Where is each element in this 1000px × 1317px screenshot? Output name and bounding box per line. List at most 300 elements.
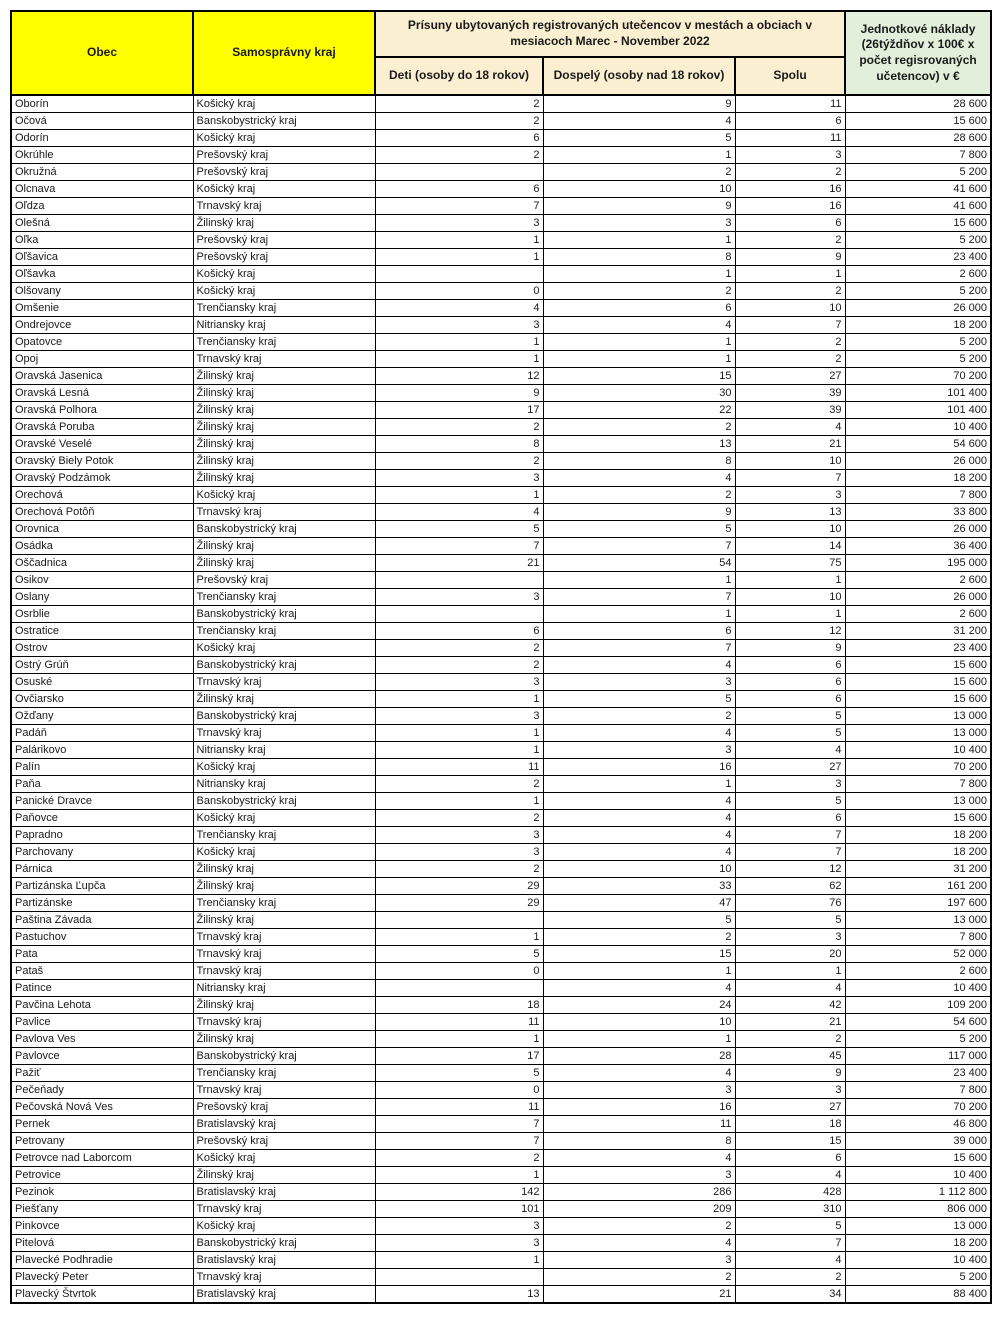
cell-obec: Patince [11,980,193,997]
cell-deti: 0 [375,963,543,980]
table-row [11,436,991,453]
cell-deti: 3 [375,827,543,844]
cell-deti [375,572,543,589]
cell-spolu: 10 [735,453,845,470]
cell-spolu: 39 [735,402,845,419]
cell-dospely: 1 [543,266,735,283]
cell-kraj: Košický kraj [193,487,375,504]
cell-kraj: Košický kraj [193,283,375,300]
column-header-deti: Deti (osoby do 18 rokov) [375,57,543,95]
table-row [11,589,991,606]
cell-dospely: 9 [543,198,735,215]
cell-deti: 1 [375,793,543,810]
cell-dospely: 4 [543,844,735,861]
cell-dospely: 3 [543,1167,735,1184]
cell-kraj: Žilinský kraj [193,997,375,1014]
cell-spolu: 5 [735,793,845,810]
cell-dospely: 4 [543,1150,735,1167]
cell-naklady: 13 000 [845,1218,991,1235]
cell-spolu: 10 [735,589,845,606]
cell-obec: Pata [11,946,193,963]
table-row [11,215,991,232]
cell-deti: 2 [375,95,543,113]
cell-kraj: Žilinský kraj [193,1167,375,1184]
cell-kraj: Žilinský kraj [193,470,375,487]
cell-spolu: 6 [735,657,845,674]
cell-naklady: 15 600 [845,674,991,691]
cell-naklady: 2 600 [845,572,991,589]
cell-dospely: 4 [543,657,735,674]
cell-spolu: 21 [735,1014,845,1031]
cell-naklady: 41 600 [845,181,991,198]
table-row [11,1082,991,1099]
cell-deti: 5 [375,1065,543,1082]
cell-obec: Pernek [11,1116,193,1133]
cell-kraj: Žilinský kraj [193,385,375,402]
cell-spolu: 2 [735,1031,845,1048]
table-row [11,572,991,589]
table-row [11,623,991,640]
table-row [11,708,991,725]
cell-dospely: 47 [543,895,735,912]
cell-naklady: 18 200 [845,844,991,861]
cell-obec: Oľdza [11,198,193,215]
cell-obec: Pastuchov [11,929,193,946]
cell-naklady: 5 200 [845,1269,991,1286]
cell-kraj: Nitriansky kraj [193,980,375,997]
cell-deti: 1 [375,487,543,504]
cell-spolu: 7 [735,1235,845,1252]
cell-kraj: Trnavský kraj [193,1082,375,1099]
cell-spolu: 7 [735,470,845,487]
cell-obec: Partizánska Ľupča [11,878,193,895]
cell-naklady: 18 200 [845,1235,991,1252]
cell-spolu: 27 [735,759,845,776]
cell-deti: 2 [375,776,543,793]
cell-obec: Oborín [11,95,193,113]
cell-naklady: 70 200 [845,368,991,385]
cell-dospely: 11 [543,1116,735,1133]
cell-spolu: 9 [735,1065,845,1082]
cell-dospely: 10 [543,181,735,198]
cell-naklady: 18 200 [845,317,991,334]
cell-spolu: 27 [735,368,845,385]
cell-spolu: 76 [735,895,845,912]
cell-kraj: Žilinský kraj [193,368,375,385]
cell-dospely: 33 [543,878,735,895]
cell-deti: 6 [375,130,543,147]
cell-dospely: 1 [543,963,735,980]
cell-dospely: 3 [543,674,735,691]
cell-naklady: 1 112 800 [845,1184,991,1201]
cell-deti: 1 [375,249,543,266]
cell-naklady: 26 000 [845,300,991,317]
cell-dospely: 3 [543,215,735,232]
table-row [11,368,991,385]
cell-obec: Oravská Polhora [11,402,193,419]
cell-kraj: Prešovský kraj [193,232,375,249]
cell-obec: Olšovany [11,283,193,300]
cell-dospely: 2 [543,164,735,181]
cell-obec: Oravská Lesná [11,385,193,402]
cell-obec: Očová [11,113,193,130]
table-row [11,113,991,130]
cell-obec: Petrovce nad Laborcom [11,1150,193,1167]
cell-dospely: 2 [543,1269,735,1286]
cell-spolu: 11 [735,130,845,147]
cell-naklady: 39 000 [845,1133,991,1150]
cell-dospely: 1 [543,232,735,249]
table-row [11,402,991,419]
cell-dospely: 15 [543,946,735,963]
table-row [11,351,991,368]
cell-obec: Parchovany [11,844,193,861]
cell-spolu: 9 [735,640,845,657]
cell-dospely: 4 [543,810,735,827]
cell-obec: Oľka [11,232,193,249]
cell-deti: 2 [375,419,543,436]
cell-dospely: 1 [543,334,735,351]
cell-deti: 1 [375,334,543,351]
cell-obec: Párnica [11,861,193,878]
cell-deti: 3 [375,215,543,232]
cell-dospely: 30 [543,385,735,402]
cell-deti [375,1269,543,1286]
cell-kraj: Žilinský kraj [193,1031,375,1048]
table-row [11,232,991,249]
table-row [11,181,991,198]
cell-obec: Palín [11,759,193,776]
cell-obec: Okrúhle [11,147,193,164]
cell-kraj: Trnavský kraj [193,674,375,691]
cell-obec: Orovnica [11,521,193,538]
cell-kraj: Košický kraj [193,810,375,827]
cell-deti: 3 [375,317,543,334]
cell-kraj: Bratislavský kraj [193,1252,375,1269]
cell-kraj: Trnavský kraj [193,198,375,215]
table-row [11,1235,991,1252]
table-row [11,1201,991,1218]
cell-naklady: 5 200 [845,283,991,300]
cell-deti: 1 [375,1252,543,1269]
cell-spolu: 5 [735,1218,845,1235]
cell-spolu: 1 [735,606,845,623]
cell-dospely: 28 [543,1048,735,1065]
cell-obec: Plavecký Peter [11,1269,193,1286]
cell-obec: Oslany [11,589,193,606]
cell-deti: 11 [375,1099,543,1116]
cell-kraj: Prešovský kraj [193,1133,375,1150]
cell-dospely: 1 [543,147,735,164]
cell-spolu: 4 [735,980,845,997]
cell-dospely: 3 [543,1252,735,1269]
cell-dospely: 4 [543,725,735,742]
table-row [11,640,991,657]
cell-naklady: 28 600 [845,130,991,147]
cell-deti: 2 [375,1150,543,1167]
cell-spolu: 6 [735,810,845,827]
cell-deti: 1 [375,232,543,249]
table-row [11,1014,991,1031]
table-row [11,861,991,878]
table-body [11,95,991,1303]
cell-naklady: 13 000 [845,793,991,810]
column-header-kraj: Samosprávny kraj [193,11,375,95]
cell-naklady: 41 600 [845,198,991,215]
table-row [11,895,991,912]
cell-kraj: Trenčiansky kraj [193,300,375,317]
table-row [11,487,991,504]
cell-naklady: 7 800 [845,776,991,793]
column-header-spolu: Spolu [735,57,845,95]
cell-kraj: Prešovský kraj [193,572,375,589]
table-row [11,997,991,1014]
cell-dospely: 16 [543,1099,735,1116]
table-row [11,946,991,963]
cell-obec: Oravský Podzámok [11,470,193,487]
cell-obec: Ožďany [11,708,193,725]
cell-deti: 3 [375,844,543,861]
cell-naklady: 54 600 [845,436,991,453]
cell-obec: Ostrov [11,640,193,657]
cell-naklady: 26 000 [845,453,991,470]
cell-naklady: 2 600 [845,606,991,623]
table-row [11,1167,991,1184]
cell-deti: 1 [375,1167,543,1184]
cell-dospely: 7 [543,589,735,606]
cell-kraj: Trnavský kraj [193,351,375,368]
table-row [11,742,991,759]
cell-dospely: 1 [543,351,735,368]
cell-deti: 18 [375,997,543,1014]
cell-kraj: Žilinský kraj [193,878,375,895]
cell-dospely: 21 [543,1286,735,1304]
cell-deti: 8 [375,436,543,453]
cell-kraj: Banskobystrický kraj [193,708,375,725]
cell-obec: Olešná [11,215,193,232]
cell-spolu: 10 [735,521,845,538]
table-row [11,266,991,283]
cell-deti: 7 [375,538,543,555]
cell-deti: 2 [375,147,543,164]
cell-dospely: 2 [543,929,735,946]
cell-naklady: 161 200 [845,878,991,895]
cell-obec: Ovčiarsko [11,691,193,708]
cell-kraj: Nitriansky kraj [193,317,375,334]
cell-obec: Pataš [11,963,193,980]
table-row [11,504,991,521]
cell-naklady: 5 200 [845,334,991,351]
cell-deti: 0 [375,1082,543,1099]
table-row [11,827,991,844]
cell-spolu: 16 [735,198,845,215]
cell-dospely: 2 [543,419,735,436]
cell-naklady: 13 000 [845,708,991,725]
cell-kraj: Banskobystrický kraj [193,1235,375,1252]
cell-spolu: 3 [735,147,845,164]
cell-naklady: 10 400 [845,419,991,436]
cell-deti: 3 [375,1235,543,1252]
cell-dospely: 209 [543,1201,735,1218]
table-row [11,95,991,113]
cell-naklady: 117 000 [845,1048,991,1065]
cell-dospely: 2 [543,487,735,504]
cell-kraj: Košický kraj [193,266,375,283]
cell-obec: Paština Závada [11,912,193,929]
cell-deti: 5 [375,946,543,963]
cell-naklady: 23 400 [845,249,991,266]
cell-obec: Pavlice [11,1014,193,1031]
cell-spolu: 310 [735,1201,845,1218]
cell-dospely: 8 [543,249,735,266]
cell-kraj: Prešovský kraj [193,1099,375,1116]
cell-kraj: Banskobystrický kraj [193,606,375,623]
column-header-dospely: Dospelý (osoby nad 18 rokov) [543,57,735,95]
cell-spolu: 62 [735,878,845,895]
cell-deti: 7 [375,198,543,215]
table-row [11,300,991,317]
cell-obec: Ondrejovce [11,317,193,334]
cell-dospely: 10 [543,1014,735,1031]
cell-obec: Plavecké Podhradie [11,1252,193,1269]
cell-spolu: 5 [735,725,845,742]
cell-spolu: 5 [735,912,845,929]
cell-obec: Osikov [11,572,193,589]
cell-dospely: 9 [543,95,735,113]
cell-spolu: 45 [735,1048,845,1065]
cell-dospely: 5 [543,912,735,929]
cell-obec: Pavčina Lehota [11,997,193,1014]
cell-spolu: 34 [735,1286,845,1304]
cell-kraj: Trnavský kraj [193,1269,375,1286]
cell-spolu: 2 [735,164,845,181]
cell-spolu: 6 [735,1150,845,1167]
cell-deti: 6 [375,181,543,198]
cell-deti: 11 [375,1014,543,1031]
cell-dospely: 2 [543,708,735,725]
cell-obec: Oľšavka [11,266,193,283]
cell-deti: 101 [375,1201,543,1218]
table-row [11,538,991,555]
table-row [11,1133,991,1150]
cell-spolu: 6 [735,113,845,130]
cell-obec: Palárikovo [11,742,193,759]
cell-deti: 1 [375,742,543,759]
cell-spolu: 4 [735,742,845,759]
cell-spolu: 27 [735,1099,845,1116]
cell-obec: Oravský Biely Potok [11,453,193,470]
cell-naklady: 26 000 [845,589,991,606]
cell-dospely: 7 [543,640,735,657]
cell-dospely: 1 [543,606,735,623]
cell-deti [375,980,543,997]
cell-deti: 7 [375,1116,543,1133]
cell-kraj: Trnavský kraj [193,1201,375,1218]
cell-naklady: 806 000 [845,1201,991,1218]
table-row [11,1150,991,1167]
cell-deti: 17 [375,1048,543,1065]
cell-naklady: 10 400 [845,742,991,759]
cell-dospely: 16 [543,759,735,776]
cell-obec: Pavlova Ves [11,1031,193,1048]
cell-dospely: 10 [543,861,735,878]
cell-naklady: 15 600 [845,810,991,827]
cell-obec: Oravské Veselé [11,436,193,453]
cell-deti: 1 [375,691,543,708]
cell-naklady: 15 600 [845,657,991,674]
cell-deti: 7 [375,1133,543,1150]
cell-spolu: 428 [735,1184,845,1201]
cell-kraj: Trnavský kraj [193,1014,375,1031]
cell-dospely: 6 [543,300,735,317]
cell-obec: Orechová [11,487,193,504]
cell-naklady: 23 400 [845,640,991,657]
cell-dospely: 3 [543,1082,735,1099]
cell-obec: Omšenie [11,300,193,317]
cell-deti: 12 [375,368,543,385]
cell-obec: Osrblie [11,606,193,623]
table-row [11,929,991,946]
cell-kraj: Banskobystrický kraj [193,657,375,674]
cell-kraj: Bratislavský kraj [193,1286,375,1304]
cell-naklady: 2 600 [845,963,991,980]
cell-deti: 1 [375,1031,543,1048]
cell-spolu: 3 [735,1082,845,1099]
table-row [11,419,991,436]
cell-spolu: 1 [735,572,845,589]
cell-naklady: 10 400 [845,1167,991,1184]
table-row [11,283,991,300]
cell-deti [375,912,543,929]
cell-kraj: Nitriansky kraj [193,742,375,759]
cell-spolu: 13 [735,504,845,521]
table-row [11,334,991,351]
cell-spolu: 20 [735,946,845,963]
cell-spolu: 16 [735,181,845,198]
cell-dospely: 9 [543,504,735,521]
cell-obec: Padáň [11,725,193,742]
cell-dospely: 5 [543,521,735,538]
cell-deti: 142 [375,1184,543,1201]
cell-obec: Pečovská Nová Ves [11,1099,193,1116]
cell-obec: Oravská Poruba [11,419,193,436]
cell-naklady: 31 200 [845,623,991,640]
cell-obec: Orechová Potôň [11,504,193,521]
cell-naklady: 54 600 [845,1014,991,1031]
cell-deti [375,606,543,623]
cell-kraj: Žilinský kraj [193,419,375,436]
cell-naklady: 88 400 [845,1286,991,1304]
cell-naklady: 70 200 [845,1099,991,1116]
cell-naklady: 195 000 [845,555,991,572]
cell-obec: Olcnava [11,181,193,198]
cell-naklady: 5 200 [845,232,991,249]
table-row [11,555,991,572]
cell-kraj: Bratislavský kraj [193,1116,375,1133]
cell-deti: 4 [375,300,543,317]
table-row [11,1116,991,1133]
cell-naklady: 10 400 [845,980,991,997]
cell-dospely: 4 [543,470,735,487]
cell-obec: Paňa [11,776,193,793]
cell-obec: Pinkovce [11,1218,193,1235]
cell-kraj: Žilinský kraj [193,538,375,555]
cell-naklady: 15 600 [845,215,991,232]
cell-dospely: 1 [543,1031,735,1048]
column-header-obec: Obec [11,11,193,95]
cell-spolu: 3 [735,776,845,793]
cell-kraj: Žilinský kraj [193,861,375,878]
